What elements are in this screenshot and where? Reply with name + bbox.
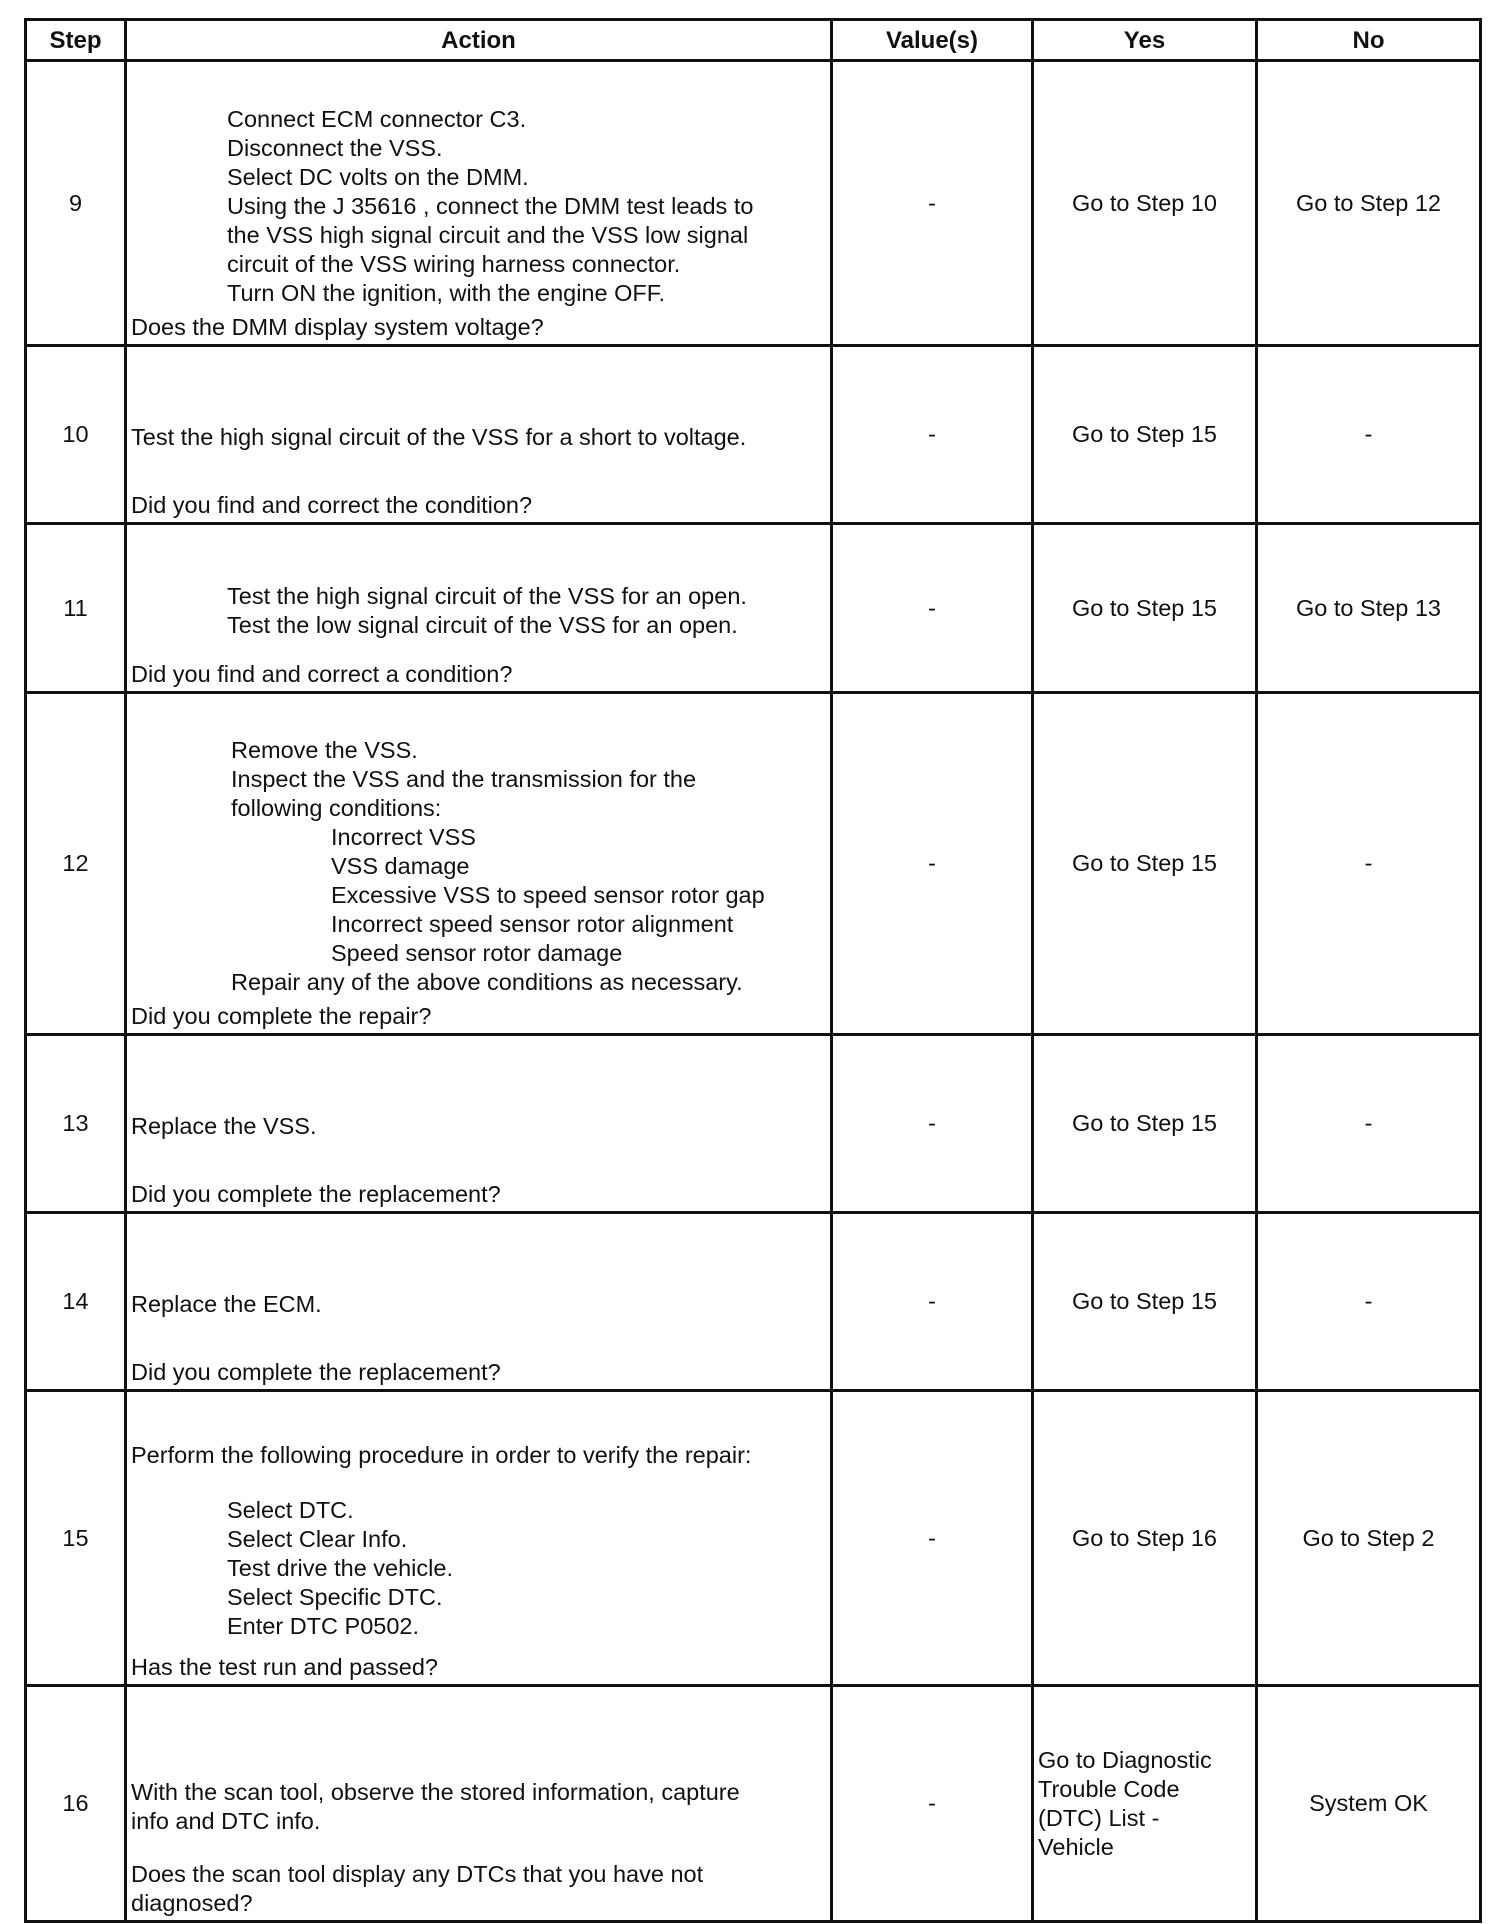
action-cell: [126, 1213, 832, 1391]
yes-cell: Go to Step 15: [1033, 346, 1257, 524]
action-item: the VSS high signal circuit and the VSS low signal: [227, 221, 749, 248]
action-cell: [126, 1686, 832, 1922]
step-number: 13: [26, 1035, 126, 1213]
table-row-step-14: [26, 1213, 1481, 1391]
action-subitem: Incorrect VSS: [331, 824, 476, 850]
table-row-step-13: [26, 1035, 1481, 1213]
action-item: following conditions:: [231, 795, 442, 821]
yes-line: Trouble Code: [1038, 1775, 1180, 1802]
step-number: 15: [26, 1391, 126, 1686]
action-question: Did you complete the replacement?: [131, 1359, 501, 1385]
step-number: 12: [26, 693, 126, 1035]
action-question: Did you find and correct a condition?: [131, 661, 513, 687]
no-cell: -: [1257, 1213, 1481, 1391]
value-cell: -: [832, 1213, 1033, 1391]
action-item: Using the J 35616 , connect the DMM test leads to: [227, 192, 754, 219]
action-item: Enter DTC P0502.: [227, 1613, 420, 1639]
action-question: Does the scan tool display any DTCs that you have not: [131, 1861, 704, 1887]
value-cell: -: [832, 346, 1033, 524]
value-cell: -: [832, 1391, 1033, 1686]
action-cell: [126, 1391, 832, 1686]
step-number: 14: [26, 1213, 126, 1391]
yes-line: Vehicle: [1038, 1833, 1114, 1860]
step-number: 11: [26, 524, 126, 693]
action-cell: [126, 346, 832, 524]
action-cell: [126, 693, 832, 1035]
table-row-step-16: [26, 1686, 1481, 1922]
yes-cell: Go to Step 16: [1033, 1391, 1257, 1686]
action-cell: [126, 524, 832, 693]
table-row-step-9: [26, 61, 1481, 346]
no-cell: System OK: [1257, 1686, 1481, 1922]
value-cell: -: [832, 1686, 1033, 1922]
step-number: 10: [26, 346, 126, 524]
action-question: Did you find and correct the condition?: [131, 492, 533, 518]
action-subitem: Excessive VSS to speed sensor rotor gap: [331, 882, 765, 908]
step-number: 9: [26, 61, 126, 346]
no-cell: Go to Step 13: [1257, 524, 1481, 693]
action-question: Has the test run and passed?: [131, 1654, 439, 1680]
value-cell: -: [832, 524, 1033, 693]
action-item: Test drive the vehicle.: [227, 1555, 453, 1581]
table-row-step-15: [26, 1391, 1481, 1686]
header-action: Action: [126, 20, 832, 61]
yes-line: (DTC) List -: [1038, 1804, 1160, 1831]
no-cell: Go to Step 12: [1257, 61, 1481, 346]
action-item: Test the low signal circuit of the VSS for an open.: [227, 612, 738, 638]
value-cell: -: [832, 693, 1033, 1035]
action-text: Perform the following procedure in order to verify the repair:: [131, 1442, 752, 1468]
yes-cell: Go to Step 15: [1033, 1213, 1257, 1391]
value-cell: -: [832, 1035, 1033, 1213]
yes-cell: Go to Step 15: [1033, 1035, 1257, 1213]
action-cell: [126, 1035, 832, 1213]
header-no: No: [1257, 20, 1481, 61]
no-cell: -: [1257, 1035, 1481, 1213]
action-text: info and DTC info.: [131, 1807, 321, 1834]
header-yes: Yes: [1033, 20, 1257, 61]
step-number: 16: [26, 1686, 126, 1922]
action-item: Select Specific DTC.: [227, 1584, 443, 1610]
action-item: Turn ON the ignition, with the engine OFF.: [227, 279, 666, 306]
action-cell: [126, 61, 832, 346]
action-text: Test the high signal circuit of the VSS for a short to voltage.: [131, 424, 747, 450]
table-row-step-11: [26, 524, 1481, 693]
header-values: Value(s): [832, 20, 1033, 61]
yes-cell: Go to Step 15: [1033, 524, 1257, 693]
action-subitem: Speed sensor rotor damage: [331, 940, 623, 966]
yes-cell: Go to Step 15: [1033, 693, 1257, 1035]
yes-cell: Go to Step 10: [1033, 61, 1257, 346]
no-cell: Go to Step 2: [1257, 1391, 1481, 1686]
action-item: Select Clear Info.: [227, 1526, 408, 1552]
action-text: Replace the VSS.: [131, 1113, 317, 1139]
action-item: circuit of the VSS wiring harness connector.: [227, 250, 681, 277]
table-row-step-12: [26, 693, 1481, 1035]
table-row-step-10: [26, 346, 1481, 524]
value-cell: -: [832, 61, 1033, 346]
yes-cell: [1033, 1686, 1257, 1922]
action-item: Inspect the VSS and the transmission for the: [231, 766, 697, 792]
action-question: diagnosed?: [131, 1890, 253, 1916]
action-item: Test the high signal circuit of the VSS for an open.: [227, 583, 747, 609]
action-subitem: Incorrect speed sensor rotor alignment: [331, 911, 734, 937]
action-item: Connect ECM connector C3.: [227, 105, 527, 132]
table-header-row: [26, 20, 1481, 61]
no-cell: -: [1257, 346, 1481, 524]
action-item: Remove the VSS.: [231, 737, 418, 763]
header-step: Step: [26, 20, 126, 61]
action-subitem: VSS damage: [331, 853, 470, 879]
yes-line: Go to Diagnostic: [1038, 1746, 1212, 1773]
action-question: Did you complete the replacement?: [131, 1181, 501, 1207]
action-question: Did you complete the repair?: [131, 1003, 432, 1029]
action-text: With the scan tool, observe the stored information, capture: [131, 1778, 740, 1805]
diagnostic-table: [24, 18, 1482, 1923]
action-question: Does the DMM display system voltage?: [131, 314, 544, 340]
action-item: Repair any of the above conditions as necessary.: [231, 969, 743, 995]
action-item: Disconnect the VSS.: [227, 134, 443, 161]
action-item: Select DC volts on the DMM.: [227, 163, 529, 190]
action-text: Replace the ECM.: [131, 1291, 322, 1317]
action-item: Select DTC.: [227, 1497, 354, 1523]
no-cell: -: [1257, 693, 1481, 1035]
